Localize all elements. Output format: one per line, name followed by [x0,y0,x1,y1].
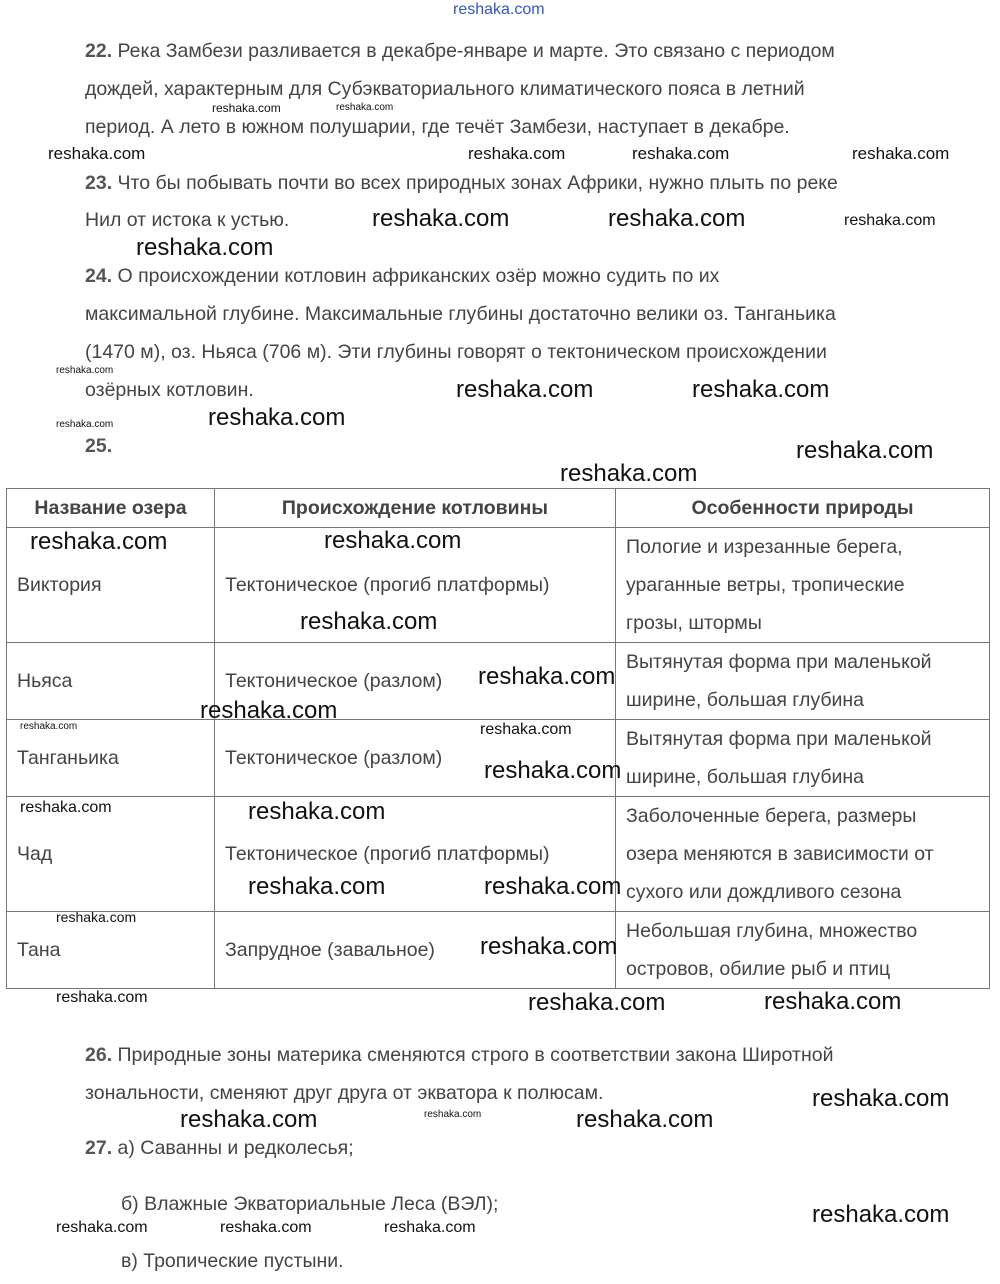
watermark: reshaka.com [764,988,902,1015]
answer-27-line-a [85,1136,354,1160]
lakes-table [6,488,990,989]
lake-origin: Тектоническое (прогиб платформы) [215,797,616,912]
lake-features [616,720,990,797]
lake-origin: Запрудное (завальное) [215,912,616,989]
lake-name: Ньяса [7,643,215,720]
answer-number: 27. [85,1137,113,1159]
watermark: reshaka.com [56,909,137,925]
watermark: reshaka.com [56,419,114,430]
watermark: reshaka.com [852,144,950,163]
answer-24-line-4: озёрных котловин. [85,379,254,401]
lake-name: Чад [7,797,215,912]
watermark: reshaka.com [20,721,78,732]
watermark: reshaka.com [56,1219,148,1236]
watermark: reshaka.com [576,1106,714,1133]
watermark: reshaka.com [632,144,730,163]
watermark: reshaka.com [480,721,572,738]
watermark: reshaka.com [324,527,462,554]
lake-origin: Тектоническое (разлом) [215,720,616,797]
watermark: reshaka.com [372,205,510,232]
watermark: reshaka.com [30,528,168,555]
answer-27-line-b: б) Влажные Экваториальные Леса (ВЭЛ); [121,1193,499,1215]
answer-number: 23. [85,172,113,194]
watermark: reshaka.com [56,365,114,376]
answer-27-line-c: в) Тропические пустыни. [121,1250,344,1272]
features-line: озера меняются в зависимости от [626,843,934,865]
answer-number: 22. [85,40,113,62]
features-line: островов, обилие рыб и птиц [626,958,891,980]
text: а) Саванны и редколесья; [117,1137,354,1159]
watermark: reshaka.com [424,1109,482,1120]
col-header-features: Особенности природы [616,489,990,528]
features-line: ураганные ветры, тропические [626,574,905,596]
answer-23-line-1 [85,171,838,195]
answer-25-number [85,434,112,458]
watermark: reshaka.com [248,798,386,825]
lake-origin: Тектоническое (прогиб платформы) [215,528,616,643]
col-header-origin: Происхождение котловины [215,489,616,528]
watermark: reshaka.com [608,205,746,232]
text: О происхождении котловин африканских озёр можно судить по их [117,265,720,287]
watermark: reshaka.com [484,757,622,784]
features-line: сухого или дождливого сезона [626,881,902,903]
watermark: reshaka.com [480,933,618,960]
lake-name: Виктория [7,528,215,643]
text: Что бы побывать почти во всех природных зонах Африки, нужно плыть по реке [117,172,838,194]
answer-number: 25. [85,435,113,457]
lake-features [616,643,990,720]
watermark: reshaka.com [220,1219,312,1236]
watermark: reshaka.com [208,404,346,431]
lake-name: Танганьика [7,720,215,797]
col-header-name: Название озера [7,489,215,528]
features-line: грозы, штормы [626,612,762,634]
lake-features [616,528,990,643]
lake-name: Тана [7,912,215,989]
features-line: Небольшая глубина, множество [626,920,918,942]
lake-features [616,912,990,989]
watermark: reshaka.com [484,873,622,900]
features-line: ширине, большая глубина [626,766,865,788]
watermark: reshaka.com [812,1085,950,1112]
features-line: Вытянутая форма при маленькой [626,728,932,750]
watermark: reshaka.com [692,376,830,403]
watermark: reshaka.com [468,144,566,163]
table-header-row [7,489,990,528]
answer-23-line-2: Нил от истока к устью. [85,209,290,231]
watermark: reshaka.com [56,989,148,1006]
watermark: reshaka.com [300,608,438,635]
answer-26-line-1 [85,1043,833,1067]
answer-number: 26. [85,1044,113,1066]
watermark: reshaka.com [200,697,338,724]
features-line: Вытянутая форма при маленькой [626,651,932,673]
watermark: reshaka.com [478,663,616,690]
text: Река Замбези разливается в декабре-январе и марте. Это связано с периодом [117,40,835,62]
watermark: reshaka.com [384,1219,476,1236]
answer-24-line-1 [85,264,719,288]
watermark: reshaka.com [796,437,934,464]
answer-22-line-2: дождей, характерным для Субэкваториального климатического пояса в летний [85,78,805,100]
features-line: Пологие и изрезанные берега, [626,536,903,558]
text: Природные зоны материка сменяются строго в соответствии закона Широтной [117,1044,834,1066]
watermark: reshaka.com [812,1201,950,1228]
lake-features [616,797,990,912]
watermark: reshaka.com [48,144,146,163]
watermark: reshaka.com [248,873,386,900]
answer-number: 24. [85,265,113,287]
lake-origin: Тектоническое (разлом) [215,643,616,720]
answer-22-line-3: период. А лето в южном полушарии, где течёт Замбези, наступает в декабре. [85,116,790,138]
watermark: reshaka.com [456,376,594,403]
watermark: reshaka.com [212,101,281,115]
watermark: reshaka.com [528,989,666,1016]
answer-26-line-2: зональности, сменяют друг друга от экватора к полюсам. [85,1082,604,1104]
answer-22-line-1 [85,39,835,63]
watermark: reshaka.com [180,1106,318,1133]
answer-24-line-3: (1470 м), оз. Ньяса (706 м). Эти глубины говорят о тектоническом происхождении [85,341,827,363]
watermark: reshaka.com [336,102,394,113]
watermark: reshaka.com [844,212,936,229]
watermark: reshaka.com [20,799,112,816]
watermark: reshaka.com [453,1,545,18]
watermark: reshaka.com [560,460,698,487]
answer-24-line-2: максимальной глубине. Максимальные глубины достаточно велики оз. Танганьика [85,303,836,325]
features-line: ширине, большая глубина [626,689,865,711]
features-line: Заболоченные берега, размеры [626,805,917,827]
watermark: reshaka.com [136,234,274,261]
